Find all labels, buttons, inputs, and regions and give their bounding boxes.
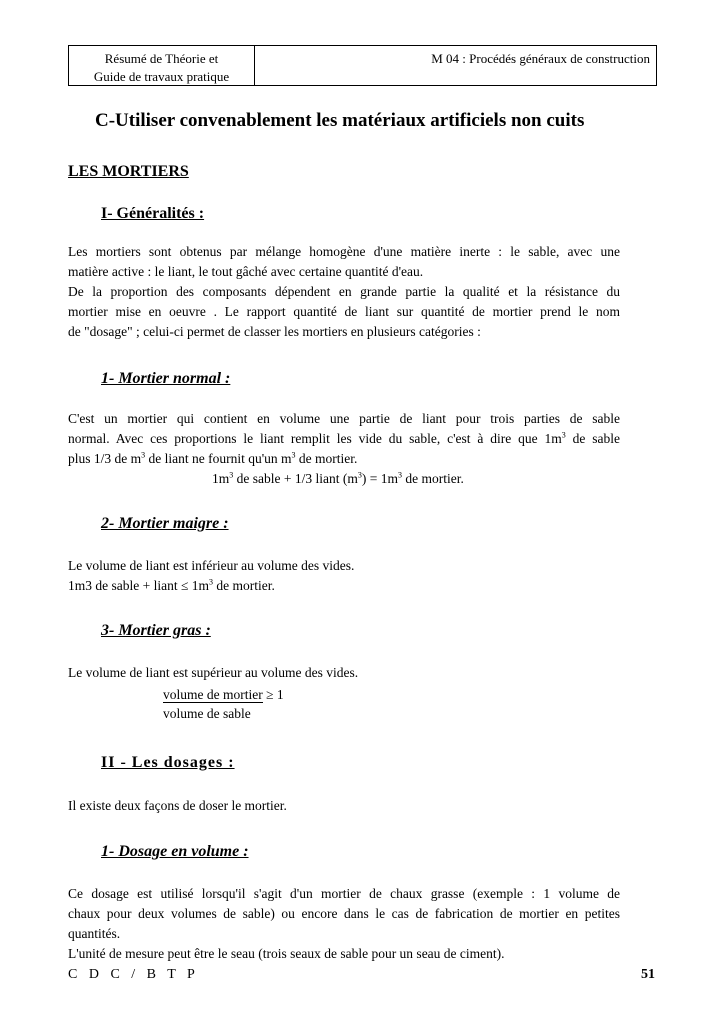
gras-fraction-numerator: volume de mortier ≥ 1 [163, 687, 284, 702]
normal-formula: $1m^3$ de sable + 1/3 liant $(m^3) = 1m^3$ de mortier. [212, 470, 464, 486]
header-divider [254, 46, 255, 85]
generalites-p2-line2: mortier mise en oeuvre . Le rapport quantité de liant sur quantité de mortier prend le nom [68, 304, 620, 319]
section-title: LES MORTIERS [68, 163, 189, 180]
page-header [68, 45, 657, 86]
heading-dosages: II - Les dosages : [101, 754, 235, 771]
generalites-p1-line2: matière active : le liant, le tout gâché avec certaine quantité d'eau. [68, 264, 424, 279]
volume-line1: Ce dosage est utilisé lorsqu'il s'agit d'un mortier de chaux grasse (exemple : 1 volume de [68, 886, 620, 901]
generalites-p1-line1: Les mortiers sont obtenus par mélange homogène d'une matière inerte : le sable, avec une [68, 244, 620, 259]
heading-mortier-gras: 3- Mortier gras : [101, 622, 211, 639]
volume-line4: L'unité de mesure peut être le seau (trois seaux de sable pour un seau de ciment). [68, 946, 505, 961]
heading-generalites: I- Généralités : [101, 205, 205, 222]
header-left [69, 50, 254, 86]
volume-line2: chaux pour deux volumes de sable) ou encore dans le cas de fabrication de mortier en petites [68, 906, 620, 921]
generalites-p2-line3: de "dosage" ; celui-ci permet de classer les mortiers en plusieurs catégories : [68, 324, 481, 339]
page-title: C-Utiliser convenablement les matériaux artificiels non cuits [95, 110, 585, 131]
gras-fraction-denominator: volume de sable [163, 706, 251, 721]
footer-label: C D C / B T P [68, 967, 199, 982]
volume-line3: quantités. [68, 926, 121, 941]
maigre-line2: 1m3 de sable + liant ≤ $1m^3$ de mortier. [68, 577, 275, 593]
heading-mortier-maigre: 2- Mortier maigre : [101, 515, 229, 532]
header-left-line1: Résumé de Théorie et [104, 51, 219, 66]
normal-line1: C'est un mortier qui contient en volume une partie de liant pour trois parties de sable [68, 411, 620, 426]
normal-line3: plus 1/3 de $m^3$ de liant ne fournit qu'un $m^3$ de mortier. [68, 450, 358, 466]
maigre-line1: Le volume de liant est inférieur au volume des vides. [68, 558, 355, 573]
header-right: M 04 : Procédés généraux de construction [431, 51, 650, 66]
dosages-line1: Il existe deux façons de doser le mortier. [68, 798, 287, 813]
heading-mortier-normal: 1- Mortier normal : [101, 370, 231, 387]
header-left-line2: Guide de travaux pratique [93, 69, 230, 84]
page-number: 51 [641, 967, 655, 982]
generalites-p2-line1: De la proportion des composants dépendent en grande partie la qualité et la résistance du [68, 284, 620, 299]
heading-dosage-volume: 1- Dosage en volume : [101, 843, 249, 860]
gras-line1: Le volume de liant est supérieur au volume des vides. [68, 665, 359, 680]
normal-line2: normal. Avec ces proportions le liant remplit les vide du sable, c'est à dire que $1m^3$ de sable [68, 430, 621, 446]
